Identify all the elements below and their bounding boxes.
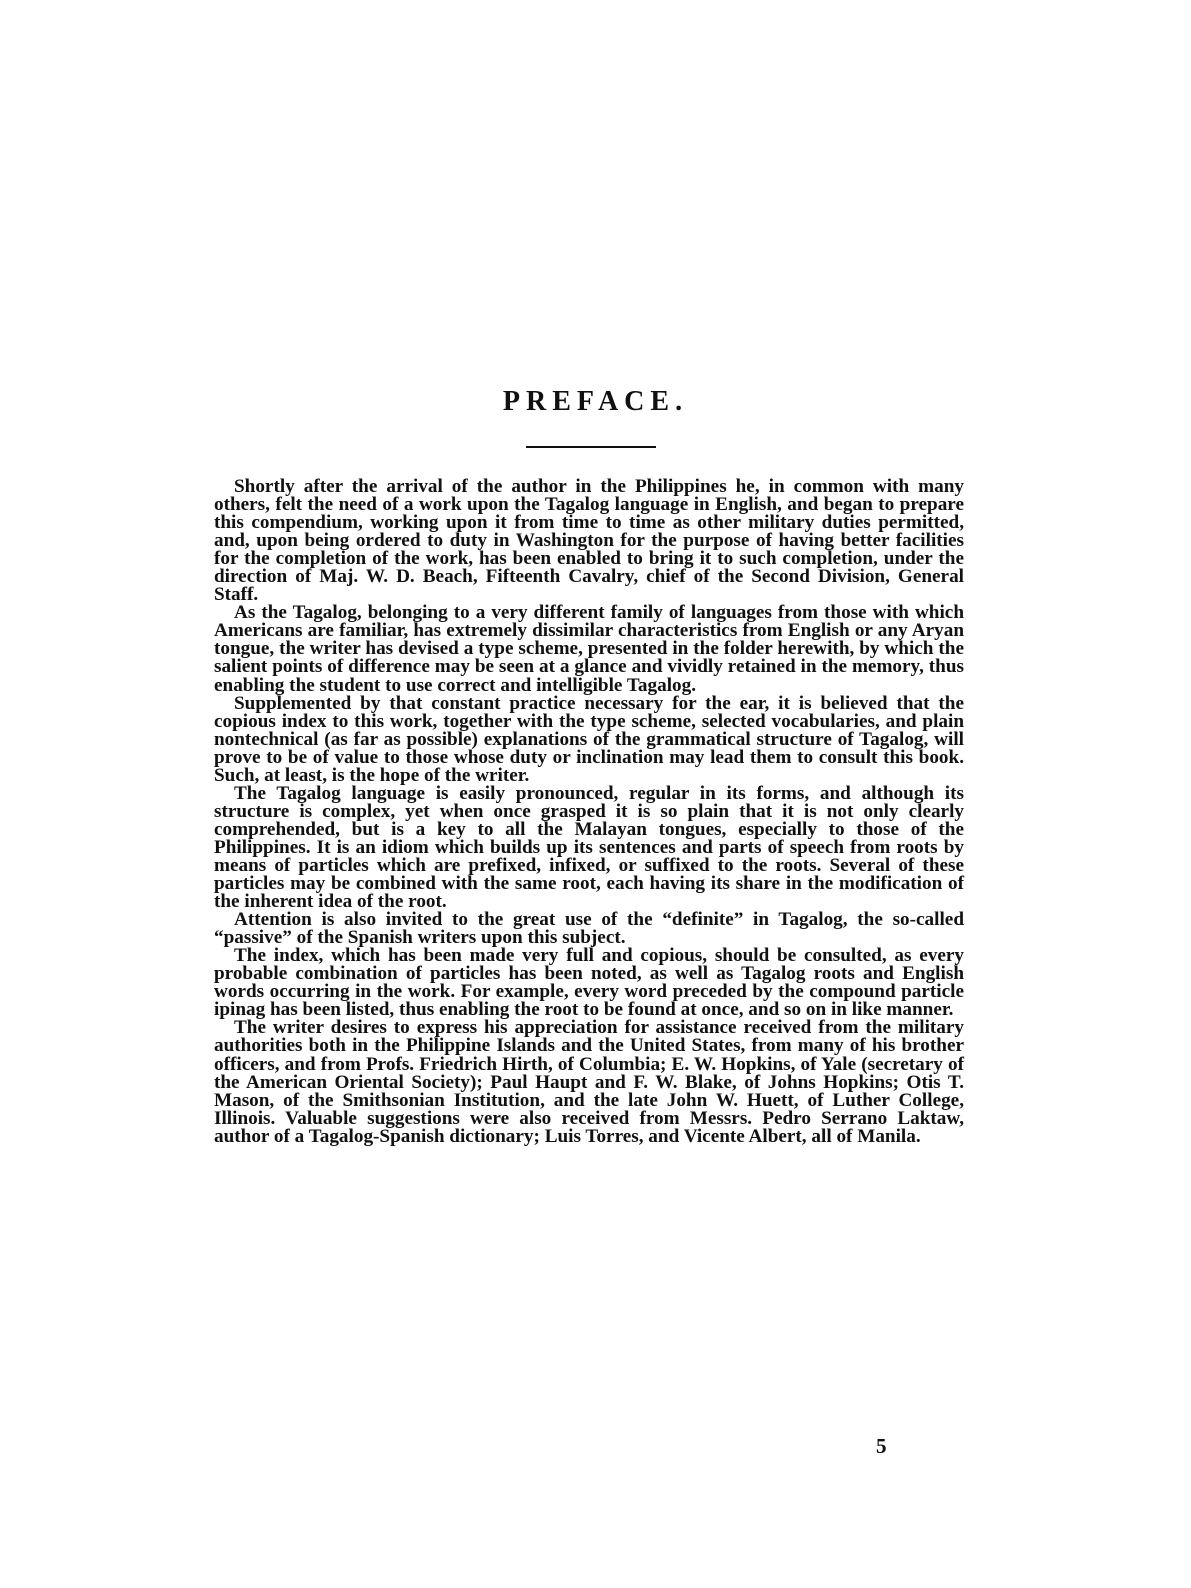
paragraph: The writer desires to express his appreciation for assistance received from the military authorities both in the Philippine Islands and the United States, from many of his brother officers, and from Profs. Friedrich Hirth, of Columbia; E. W. Hopkins, of Yale (secretary of the American Oriental Society); Paul Haupt and F. W. Blake, of Johns Hopkins; Otis T. Mason, of the Smithsonian Institution, and the late John W. Huett, of Luther College, Illinois. Valuable suggestions were also received from Messrs. Pedro Serrano Laktaw, author of a Tagalog-Spanish dictionary; Luis Torres, and Vicente Albert, all of Manila. [214,1017,964,1147]
paragraph: Shortly after the arrival of the author in the Philippines he, in common with many others, felt the need of a work upon the Tagalog language in English, and began to prepare this compendium, working upon it from time to time as other military duties permitted, and, upon being ordered to duty in Washington for the purpose of having better facilities for the completion of the work, has been enabled to bring it to such completion, under the direction of Maj. W. D. Beach, Fifteenth Cavalry, chief of the Second Division, General Staff. [214,476,964,606]
paragraph: The Tagalog language is easily pronounced, regular in its forms, and although its structure is complex, yet when once grasped it is so plain that it is not only clearly comprehended, but is a key to all the Malayan tongues, especially to those of the Philippines. It is an idiom which builds up its sentences and parts of speech from roots by means of particles which are prefixed, infixed, or suffixed to the roots. Several of these particles may be combined with the same root, each having its share in the modification of the inherent idea of the root. [214,782,964,913]
page-number: 5 [876,1434,887,1458]
preface-body [214,478,964,1146]
paragraph: As the Tagalog, belonging to a very different family of languages from those with which Americans are familiar, has extremely dissimilar characteristics from English or any Aryan tongue, the writer has devised a type scheme, presented in the folder herewith, by which the salient points of difference may be seen at a glance and vividly retained in the memory, thus enabling the student to use correct and intelligible Tagalog. [214,602,964,696]
page-title: PREFACE. [502,386,689,417]
paragraph: Supplemented by that constant practice necessary for the ear, it is believed that the copious index to this work, together with the type scheme, selected vocabularies, and plain nontechnical (as far as possible) explanations of the grammatical structure of Tagalog, will prove to be of value to those whose duty or inclination may lead them to consult this book. Such, at least, is the hope of the writer. [214,692,964,786]
paragraph: Attention is also invited to the great use of the “definite” in Tagalog, the so-called “passive” of the Spanish writers upon this subject. [214,909,964,949]
title-rule [526,446,656,448]
paragraph: The index, which has been made very full and copious, should be consulted, as every probable combination of particles has been noted, as well as Tagalog roots and English words occurring in the work. For example, every word preceded by the compound particle ipinag has been listed, thus enabling the root to be found at once, and so on in like manner. [214,945,964,1021]
